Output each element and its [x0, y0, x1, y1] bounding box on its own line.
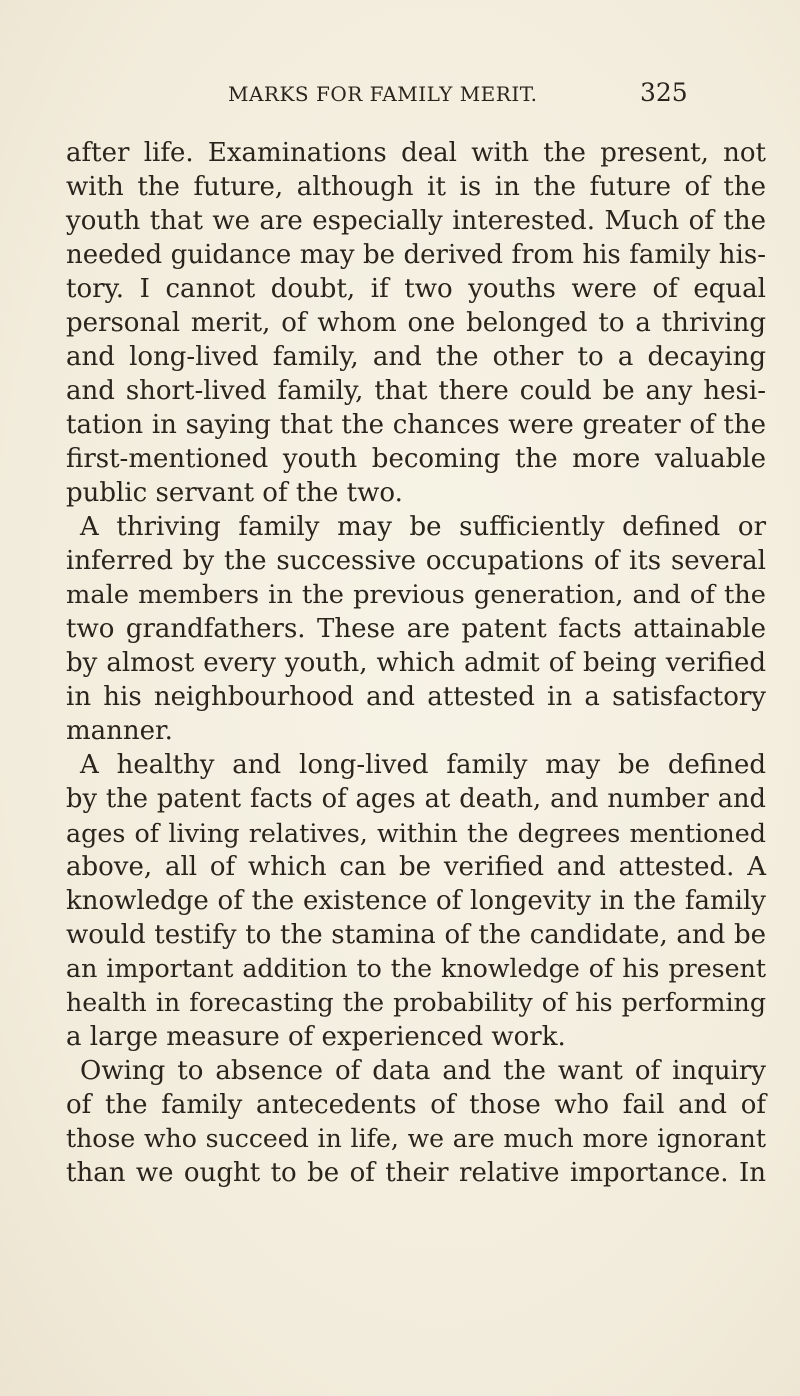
text-line: of the family antecedents of those who fail and of	[66, 1090, 766, 1120]
text-line: male members in the previous generation, and of the	[66, 580, 766, 610]
text-line: health in forecasting the probability of his performing	[66, 988, 766, 1017]
text-line: after life. Examinations deal with the present, not	[66, 138, 766, 168]
text-line: those who succeed in life, we are much more ignorant	[66, 1124, 766, 1153]
text-line: an important addition to the knowledge of his present	[66, 954, 766, 983]
text-line: A healthy and long-lived family may be defined	[80, 750, 766, 780]
paragraph-2	[66, 510, 766, 748]
paragraph-1	[66, 136, 766, 510]
text-line: tory. I cannot doubt, if two youths were of equal	[66, 274, 766, 304]
page-number: 325	[640, 78, 688, 107]
paragraph-3	[66, 748, 766, 1054]
text-line: needed guidance may be derived from his family his-	[66, 240, 766, 270]
running-head-title: MARKS FOR FAMILY MERIT.	[228, 82, 538, 106]
text-line: would testify to the stamina of the candidate, and be	[66, 920, 766, 950]
text-line: manner.	[66, 716, 173, 746]
text-line: tation in saying that the chances were greater of the	[66, 410, 766, 440]
text-line: first-mentioned youth becoming the more valuable	[66, 444, 766, 474]
text-line: public servant of the two.	[66, 478, 403, 508]
text-line: inferred by the successive occupations of its several	[66, 546, 766, 576]
text-line: above, all of which can be verified and attested. A	[66, 852, 766, 882]
running-head	[0, 80, 800, 114]
text-line: ages of living relatives, within the degrees mentioned	[66, 818, 766, 848]
text-line: knowledge of the existence of longevity in the family	[66, 886, 766, 916]
text-line: by almost every youth, which admit of being verified	[66, 648, 766, 678]
text-line: Owing to absence of data and the want of inquiry	[80, 1056, 766, 1086]
text-line: and short-lived family, that there could be any hesi-	[66, 376, 766, 406]
text-line: two grandfathers. These are patent facts attainable	[66, 614, 766, 644]
text-line: personal merit, of whom one belonged to a thriving	[66, 308, 766, 338]
text-line: than we ought to be of their relative importance. In	[66, 1158, 766, 1188]
body-text	[66, 136, 766, 1190]
text-line: A thriving family may be sufficiently defined or	[80, 512, 766, 542]
text-line: by the patent facts of ages at death, and number and	[66, 784, 766, 814]
text-line: and long-lived family, and the other to a decaying	[66, 342, 766, 372]
text-line: youth that we are especially interested. Much of the	[66, 206, 766, 236]
text-line: in his neighbourhood and attested in a satisfactory	[66, 682, 766, 712]
text-line: a large measure of experienced work.	[66, 1022, 566, 1052]
text-line: with the future, although it is in the future of the	[66, 172, 766, 202]
paragraph-4	[66, 1054, 766, 1190]
